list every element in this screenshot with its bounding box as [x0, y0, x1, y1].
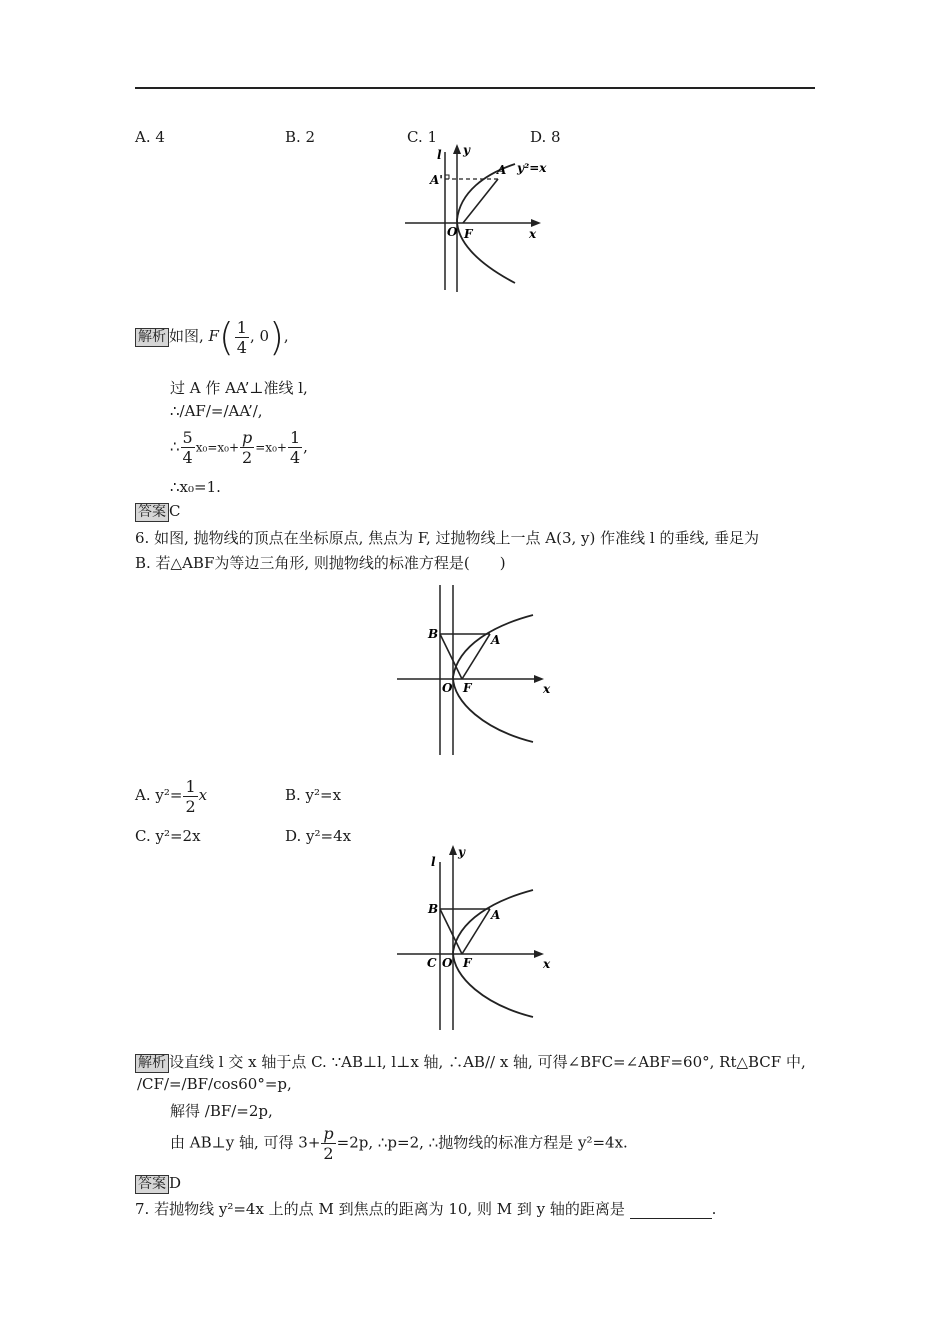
option-b: B. 2	[285, 128, 316, 146]
segment-bf	[440, 634, 462, 679]
analysis-tag: 解析	[135, 1054, 169, 1073]
label-f: F	[464, 227, 473, 241]
label-o: O	[442, 956, 453, 970]
label-x: x	[529, 227, 537, 241]
question-7: 7. 若抛物线 y²=4x 上的点 M 到焦点的距离为 10, 则 M 到 y 轴的距离是 .	[135, 1200, 717, 1218]
solution-line-3: ∴/AF/=/AA’/,	[170, 402, 263, 420]
solution-6-line-4: 由 AB⊥y 轴, 可得 3+ $\frac{p}{2}$ =2p, ∴p=2, ∴抛物线的标准方程是 y²=4x.	[170, 1124, 628, 1163]
label-f: F	[463, 681, 472, 695]
answer-line-6	[135, 1174, 181, 1194]
label-a: A	[491, 908, 501, 922]
question-6-line-1: 6. 如图, 抛物线的顶点在坐标原点, 焦点为 F, 过抛物线上一点 A(3, y) 作准线 l 的垂线, 垂足为	[135, 529, 760, 547]
solution-6-line-2: /CF/=/BF/cos60°=p,	[137, 1075, 292, 1093]
answer-blank[interactable]	[630, 1218, 712, 1219]
option-6a: A. y²= $\frac{1}{2}$ x	[135, 776, 208, 816]
parabola-figure-1	[400, 140, 560, 295]
label-c: C	[427, 956, 437, 970]
option-6c: C. y²=2x	[135, 827, 201, 845]
x-axis-arrow	[531, 219, 541, 227]
answer-value: C	[169, 502, 181, 520]
label-y: y	[463, 143, 470, 157]
segment-af	[463, 179, 498, 223]
option-6d: D. y²=4x	[285, 827, 352, 845]
label-f: F	[463, 956, 472, 970]
segment-bf	[440, 909, 462, 954]
option-a: A. 4	[135, 128, 165, 146]
label-x: x	[543, 682, 551, 696]
parabola-figure-3	[390, 840, 560, 1035]
solution-line-5: ∴x₀=1.	[170, 478, 221, 496]
label-l: l	[437, 148, 442, 162]
analysis-tag: 解析	[135, 328, 169, 347]
solution-line-4: ∴ $\frac{5}{4}$ x₀=x₀+ $\frac{p}{2}$ =x₀+ $\frac{1}{4}$ ,	[170, 428, 308, 467]
answer-tag: 答案	[135, 503, 169, 522]
answer-tag: 答案	[135, 1175, 169, 1194]
question-6-line-2: B. 若△ABF为等边三角形, 则抛物线的标准方程是( )	[135, 554, 506, 572]
answer-value: D	[169, 1174, 182, 1192]
label-l: l	[431, 855, 436, 869]
solution-6-line-3: 解得 /BF/=2p,	[170, 1102, 273, 1120]
solution-6-line-1: 解析 设直线 l 交 x 轴于点 C. ∵AB⊥l, l⊥x 轴, ∴AB// x 轴, 可得∠BFC=∠ABF=60°, Rt△BCF 中,	[135, 1051, 806, 1073]
y-axis-arrow	[453, 144, 461, 154]
option-6b: B. y²=x	[285, 786, 342, 804]
label-a: A	[497, 163, 507, 177]
label-curve: y²=x	[517, 161, 547, 175]
label-x: x	[543, 957, 551, 971]
header-rule	[135, 87, 815, 89]
label-b: B	[428, 902, 439, 916]
label-o: O	[442, 681, 453, 695]
option-c: C. 1	[407, 128, 438, 146]
parabola-figure-2	[390, 580, 560, 760]
option-d: D. 8	[530, 128, 561, 146]
solution-line-1: 解析 如图, F( $\frac{1}{4}$ , 0),	[135, 316, 289, 357]
solution-line-2: 过 A 作 AA’⊥准线 l,	[170, 379, 308, 397]
label-y: y	[458, 845, 465, 859]
label-aprime: A'	[430, 173, 443, 187]
y-axis-arrow	[449, 845, 457, 855]
label-o: O	[447, 225, 458, 239]
label-a: A	[491, 633, 501, 647]
label-b: B	[428, 627, 439, 641]
answer-line	[135, 502, 180, 522]
